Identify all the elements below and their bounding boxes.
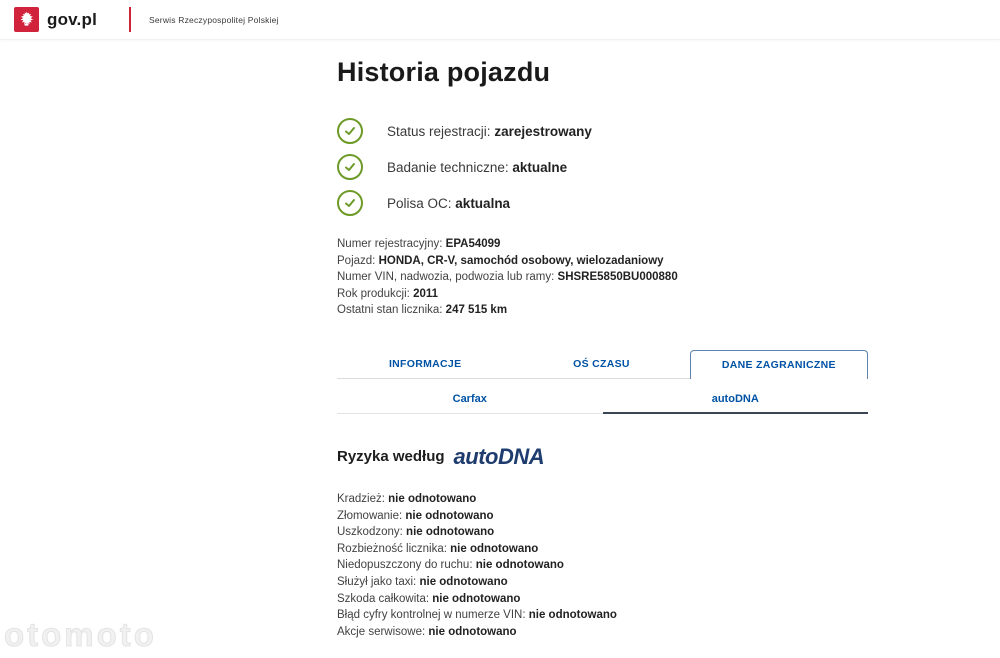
risk-label: Szkoda całkowita:: [337, 592, 430, 605]
foreign-data-subtabs: [337, 387, 868, 414]
risk-heading-text: Ryzyka według: [337, 448, 445, 466]
status-row-insurance: [337, 185, 868, 221]
status-label: Polisa OC:: [387, 195, 452, 211]
status-label: Badanie techniczne:: [387, 159, 509, 175]
page-title: Historia pojazdu: [337, 57, 551, 87]
detail-value: 2011: [413, 287, 439, 300]
risk-row-taxi: [337, 574, 868, 591]
header: [0, 0, 1000, 40]
vehicle-details: [337, 236, 868, 319]
risk-row-vin-check-digit: [337, 607, 868, 624]
check-circle-icon: [337, 118, 363, 144]
govpl-logo[interactable]: gov.pl: [47, 9, 97, 29]
risk-value: nie odnotowano: [388, 492, 477, 505]
risk-label: Kradzież:: [337, 492, 385, 505]
risk-list: [337, 491, 868, 640]
risk-row-scrapping: [337, 508, 868, 525]
check-circle-icon: [337, 154, 363, 180]
detail-label: Rok produkcji:: [337, 287, 410, 300]
detail-value: 247 515 km: [445, 304, 508, 317]
tab-dane-zagraniczne[interactable]: DANE ZAGRANICZNE: [690, 350, 868, 379]
risk-label: Rozbieżność licznika:: [337, 542, 447, 555]
status-value: zarejestrowany: [494, 123, 592, 139]
risk-row-odometer-discrepancy: [337, 541, 868, 558]
status-text: [387, 196, 510, 211]
risk-label: Złomowanie:: [337, 509, 403, 522]
risk-label: Błąd cyfry kontrolnej w numerze VIN:: [337, 609, 526, 622]
detail-value: EPA54099: [445, 238, 501, 250]
risk-label: Niedopuszczony do ruchu:: [337, 559, 473, 572]
detail-label: Pojazd:: [337, 254, 376, 267]
risk-value: nie odnotowano: [432, 592, 521, 605]
risk-value: nie odnotowano: [419, 575, 508, 588]
status-value: aktualna: [455, 195, 511, 211]
risk-label: Akcje serwisowe:: [337, 625, 426, 638]
risk-row-service-actions: [337, 624, 868, 641]
risk-row-damaged: [337, 524, 868, 541]
detail-value: SHSRE5850BU000880: [557, 271, 678, 284]
risk-value: nie odnotowano: [450, 542, 539, 555]
risk-row-not-admitted: [337, 557, 868, 574]
subtab-carfax[interactable]: Carfax: [337, 387, 603, 414]
status-text: [387, 160, 567, 175]
subtab-autodna[interactable]: autoDNA: [603, 387, 869, 414]
main-content: [337, 40, 868, 640]
detail-value: HONDA, CR-V, samochód osobowy, wielozadaniowy: [378, 254, 664, 267]
detail-row-vehicle: [337, 253, 868, 270]
header-divider: [129, 7, 131, 32]
risk-row-theft: [337, 491, 868, 508]
watermark: otomoto: [4, 616, 157, 653]
risk-section-heading: [337, 444, 868, 470]
detail-row-production-year: [337, 286, 868, 303]
status-text: [387, 124, 592, 139]
status-row-registration: [337, 113, 868, 149]
status-list: [337, 113, 868, 221]
detail-row-registration-number: [337, 236, 868, 253]
detail-label: Ostatni stan licznika:: [337, 304, 443, 317]
detail-row-vin: [337, 269, 868, 286]
risk-value: nie odnotowano: [528, 609, 617, 622]
risk-value: nie odnotowano: [406, 526, 495, 539]
detail-label: Numer VIN, nadwozia, podwozia lub ramy:: [337, 271, 555, 284]
service-name: Serwis Rzeczypospolitej Polskiej: [149, 14, 279, 25]
risk-label: Uszkodzony:: [337, 526, 403, 539]
detail-label: Numer rejestracyjny:: [337, 238, 443, 250]
status-row-inspection: [337, 149, 868, 185]
main-tabs: [337, 350, 868, 379]
check-circle-icon: [337, 190, 363, 216]
status-value: aktualne: [512, 159, 568, 175]
risk-value: nie odnotowano: [428, 625, 517, 638]
tab-informacje[interactable]: INFORMACJE: [337, 350, 513, 379]
risk-value: nie odnotowano: [405, 509, 494, 522]
autodna-logo: autoDNA: [453, 443, 545, 469]
risk-value: nie odnotowano: [475, 559, 564, 572]
status-label: Status rejestracji:: [387, 123, 491, 139]
detail-row-odometer: [337, 302, 868, 319]
poland-eagle-emblem-icon: [14, 7, 39, 32]
risk-row-total-loss: [337, 591, 868, 608]
tab-os-czasu[interactable]: OŚ CZASU: [513, 350, 689, 379]
risk-label: Służył jako taxi:: [337, 575, 417, 588]
